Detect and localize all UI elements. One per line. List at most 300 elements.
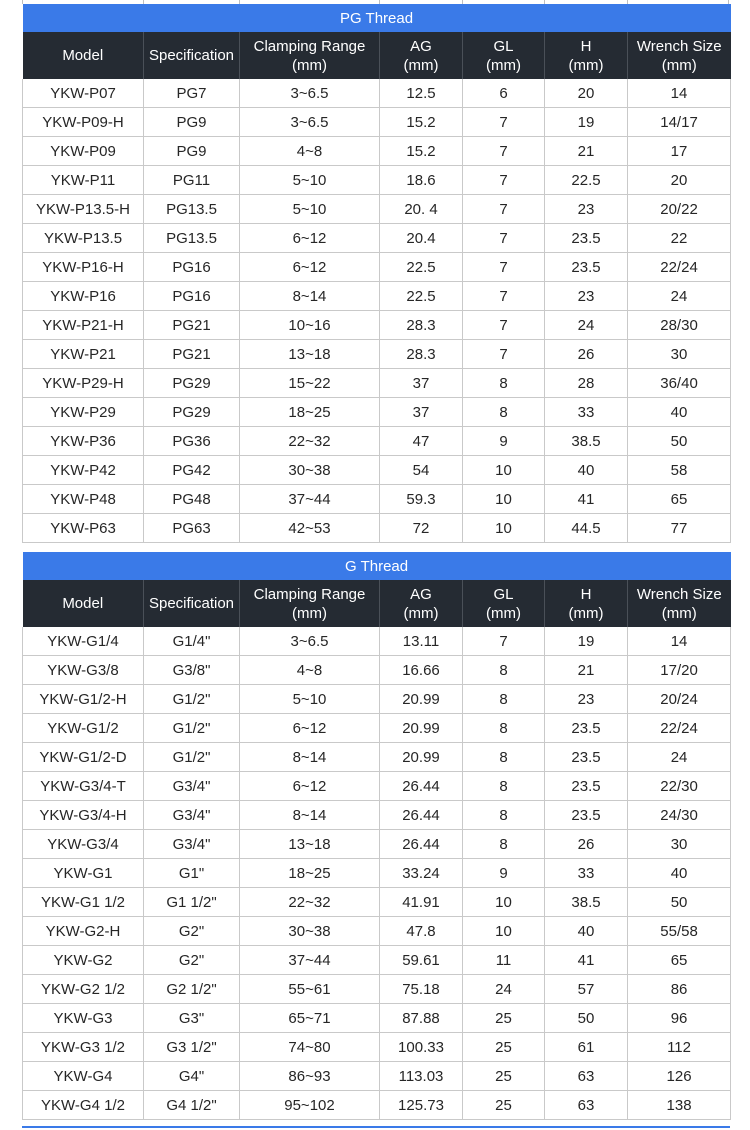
cell-h: 63 (545, 1062, 628, 1091)
cell-gl: 8 (463, 398, 545, 427)
cell-clamping-range: 3~6.5 (240, 108, 380, 137)
cell-wrench-size: 30 (628, 340, 731, 369)
column-header-line: GL (493, 585, 514, 603)
cell-gl: 8 (463, 685, 545, 714)
cell-ag: 54 (380, 456, 463, 485)
cell-specification: PG13.5 (144, 195, 240, 224)
cell-clamping-range: 15~22 (240, 369, 380, 398)
cell-ag: 18.6 (380, 166, 463, 195)
cell-clamping-range: 37~44 (240, 485, 380, 514)
column-header-line: (mm) (661, 56, 697, 74)
table-row (23, 398, 731, 427)
cell-clamping-range: 8~14 (240, 282, 380, 311)
table-row (23, 311, 731, 340)
table-row (23, 685, 731, 714)
cell-ag: 12.5 (380, 79, 463, 108)
cell-clamping-range: 55~61 (240, 975, 380, 1004)
cell-specification: PG29 (144, 369, 240, 398)
table-row (23, 166, 731, 195)
cell-ag: 37 (380, 369, 463, 398)
section-title: G Thread (23, 552, 731, 580)
cell-wrench-size: 77 (628, 514, 731, 543)
cell-model: YKW-P13.5 (23, 224, 144, 253)
cell-specification: G1/2" (144, 714, 240, 743)
column-header-line: GL (493, 37, 514, 55)
cell-gl: 7 (463, 195, 545, 224)
cell-specification: G3/4" (144, 830, 240, 859)
cell-ag: 75.18 (380, 975, 463, 1004)
cell-ag: 22.5 (380, 253, 463, 282)
cell-clamping-range: 5~10 (240, 685, 380, 714)
cell-clamping-range: 4~8 (240, 137, 380, 166)
cell-ag: 26.44 (380, 801, 463, 830)
cell-model: YKW-G3/8 (23, 656, 144, 685)
cell-clamping-range: 6~12 (240, 253, 380, 282)
cell-wrench-size: 14 (628, 79, 731, 108)
cell-model: YKW-G4 1/2 (23, 1091, 144, 1120)
cell-h: 44.5 (545, 514, 628, 543)
cell-clamping-range: 5~10 (240, 166, 380, 195)
column-header-line: (mm) (486, 604, 521, 622)
table-row (23, 253, 731, 282)
cell-gl: 7 (463, 311, 545, 340)
cell-model: YKW-G3 (23, 1004, 144, 1033)
cell-clamping-range: 13~18 (240, 830, 380, 859)
cell-clamping-range: 4~8 (240, 656, 380, 685)
cell-clamping-range: 18~25 (240, 398, 380, 427)
cell-model: YKW-P21 (23, 340, 144, 369)
column-header-model (23, 580, 144, 627)
cell-h: 23 (545, 195, 628, 224)
cell-wrench-size: 17 (628, 137, 731, 166)
cell-gl: 25 (463, 1091, 545, 1120)
cell-clamping-range: 13~18 (240, 340, 380, 369)
column-header-line: AG (410, 37, 432, 55)
column-header-line: (mm) (568, 56, 604, 74)
table-row (23, 427, 731, 456)
section-title-bar (23, 4, 731, 32)
column-header-row (23, 32, 731, 79)
table-row (23, 485, 731, 514)
cell-ag: 47.8 (380, 917, 463, 946)
cell-wrench-size: 40 (628, 398, 731, 427)
table-row (23, 340, 731, 369)
cell-wrench-size: 24 (628, 743, 731, 772)
cell-model: YKW-P21-H (23, 311, 144, 340)
cell-gl: 10 (463, 485, 545, 514)
cell-specification: PG21 (144, 311, 240, 340)
cell-model: YKW-G3/4 (23, 830, 144, 859)
cell-specification: G1" (144, 859, 240, 888)
cell-model: YKW-P07 (23, 79, 144, 108)
cell-model: YKW-G3/4-H (23, 801, 144, 830)
column-header-ag (380, 32, 463, 79)
cell-h: 19 (545, 108, 628, 137)
cell-specification: PG21 (144, 340, 240, 369)
cell-ag: 59.61 (380, 946, 463, 975)
cell-h: 19 (545, 627, 628, 656)
column-header-line: (mm) (486, 56, 521, 74)
cell-specification: PG13.5 (144, 224, 240, 253)
cell-specification: PG7 (144, 79, 240, 108)
cell-clamping-range: 10~16 (240, 311, 380, 340)
table-row (23, 801, 731, 830)
cell-wrench-size: 40 (628, 859, 731, 888)
cell-ag: 20.99 (380, 714, 463, 743)
table-row (23, 859, 731, 888)
cell-model: YKW-P42 (23, 456, 144, 485)
cell-model: YKW-G3/4-T (23, 772, 144, 801)
cell-ag: 100.33 (380, 1033, 463, 1062)
cell-clamping-range: 86~93 (240, 1062, 380, 1091)
cell-specification: G3/4" (144, 801, 240, 830)
cell-gl: 7 (463, 282, 545, 311)
cell-ag: 26.44 (380, 772, 463, 801)
cell-model: YKW-G1/2 (23, 714, 144, 743)
table-row (23, 1004, 731, 1033)
column-header-line: (mm) (403, 604, 439, 622)
cell-h: 33 (545, 398, 628, 427)
table-row (23, 224, 731, 253)
cell-model: YKW-G4 (23, 1062, 144, 1091)
cell-model: YKW-G1 (23, 859, 144, 888)
table-row (23, 917, 731, 946)
table-row (23, 743, 731, 772)
table-row (23, 627, 731, 656)
cell-specification: PG48 (144, 485, 240, 514)
cell-specification: PG9 (144, 137, 240, 166)
table-row (23, 946, 731, 975)
cell-ag: 113.03 (380, 1062, 463, 1091)
cell-model: YKW-P63 (23, 514, 144, 543)
column-header-ag (380, 580, 463, 627)
table-row (23, 1062, 731, 1091)
cell-specification: G1/4" (144, 627, 240, 656)
cell-clamping-range: 8~14 (240, 743, 380, 772)
cell-wrench-size: 28/30 (628, 311, 731, 340)
cell-clamping-range: 65~71 (240, 1004, 380, 1033)
cell-wrench-size: 50 (628, 888, 731, 917)
cell-h: 23.5 (545, 743, 628, 772)
cell-h: 61 (545, 1033, 628, 1062)
cell-h: 28 (545, 369, 628, 398)
cell-clamping-range: 6~12 (240, 224, 380, 253)
table-row (23, 888, 731, 917)
table-row (23, 282, 731, 311)
section-title: PG Thread (23, 4, 731, 32)
cell-clamping-range: 37~44 (240, 946, 380, 975)
cell-h: 41 (545, 946, 628, 975)
cell-h: 23.5 (545, 801, 628, 830)
cell-model: YKW-G2-H (23, 917, 144, 946)
column-header-gl (463, 32, 545, 79)
cell-specification: G2 1/2" (144, 975, 240, 1004)
column-header-model (23, 32, 144, 79)
cell-ag: 47 (380, 427, 463, 456)
cell-h: 21 (545, 137, 628, 166)
table-row (23, 79, 731, 108)
cell-wrench-size: 14/17 (628, 108, 731, 137)
cell-h: 23 (545, 282, 628, 311)
cell-gl: 7 (463, 166, 545, 195)
cell-gl: 7 (463, 224, 545, 253)
column-header-clamping-range (240, 32, 380, 79)
column-header-line: (mm) (292, 56, 327, 74)
cell-gl: 11 (463, 946, 545, 975)
column-header-row (23, 580, 731, 627)
cell-specification: G3" (144, 1004, 240, 1033)
table-row (23, 456, 731, 485)
table-row (23, 514, 731, 543)
cell-h: 40 (545, 456, 628, 485)
cell-h: 57 (545, 975, 628, 1004)
cell-h: 20 (545, 79, 628, 108)
cell-h: 63 (545, 1091, 628, 1120)
cell-specification: G4" (144, 1062, 240, 1091)
cell-model: YKW-P48 (23, 485, 144, 514)
cell-ag: 37 (380, 398, 463, 427)
cell-ag: 15.2 (380, 108, 463, 137)
cell-specification: G2" (144, 946, 240, 975)
cell-wrench-size: 65 (628, 946, 731, 975)
column-header-line: H (580, 585, 592, 603)
cell-h: 41 (545, 485, 628, 514)
cell-clamping-range: 3~6.5 (240, 627, 380, 656)
column-header-wrench-size (628, 580, 731, 627)
cell-model: YKW-G3 1/2 (23, 1033, 144, 1062)
cell-gl: 9 (463, 427, 545, 456)
cell-model: YKW-P16-H (23, 253, 144, 282)
column-header-specification (144, 580, 240, 627)
cell-gl: 8 (463, 656, 545, 685)
cell-wrench-size: 17/20 (628, 656, 731, 685)
cell-gl: 25 (463, 1033, 545, 1062)
cell-ag: 20.99 (380, 685, 463, 714)
cell-model: YKW-G2 (23, 946, 144, 975)
column-header-line: AG (410, 585, 432, 603)
cell-model: YKW-P29 (23, 398, 144, 427)
cell-h: 23.5 (545, 772, 628, 801)
cell-model: YKW-G1/2-H (23, 685, 144, 714)
cell-h: 21 (545, 656, 628, 685)
cell-gl: 7 (463, 253, 545, 282)
cell-gl: 7 (463, 627, 545, 656)
cell-wrench-size: 112 (628, 1033, 731, 1062)
section-title-bar (23, 552, 731, 580)
column-header-line: Wrench Size (636, 37, 722, 55)
cell-gl: 10 (463, 917, 545, 946)
table-row (23, 975, 731, 1004)
cell-specification: G3/4" (144, 772, 240, 801)
table-row (23, 137, 731, 166)
cell-gl: 10 (463, 888, 545, 917)
cell-clamping-range: 6~12 (240, 772, 380, 801)
cell-clamping-range: 18~25 (240, 859, 380, 888)
cell-ag: 33.24 (380, 859, 463, 888)
cell-ag: 20.4 (380, 224, 463, 253)
cell-h: 26 (545, 340, 628, 369)
table-row (23, 772, 731, 801)
column-header-h (545, 32, 628, 79)
cell-gl: 8 (463, 772, 545, 801)
cell-ag: 59.3 (380, 485, 463, 514)
cell-model: YKW-P09 (23, 137, 144, 166)
cell-model: YKW-P13.5-H (23, 195, 144, 224)
g-thread-table (22, 552, 731, 1120)
cell-model: YKW-P09-H (23, 108, 144, 137)
cell-ag: 125.73 (380, 1091, 463, 1120)
cell-clamping-range: 22~32 (240, 888, 380, 917)
cell-h: 23.5 (545, 253, 628, 282)
cell-specification: G1/2" (144, 743, 240, 772)
cell-ag: 28.3 (380, 340, 463, 369)
cell-wrench-size: 86 (628, 975, 731, 1004)
cell-gl: 8 (463, 801, 545, 830)
cell-specification: G3/8" (144, 656, 240, 685)
cell-wrench-size: 20/24 (628, 685, 731, 714)
cell-h: 38.5 (545, 888, 628, 917)
cell-ag: 41.91 (380, 888, 463, 917)
table-row (23, 108, 731, 137)
cell-specification: G3 1/2" (144, 1033, 240, 1062)
cell-ag: 28.3 (380, 311, 463, 340)
cell-ag: 16.66 (380, 656, 463, 685)
cell-specification: PG9 (144, 108, 240, 137)
column-header-line: (mm) (403, 56, 439, 74)
column-header-line: Specification (148, 47, 235, 64)
cell-h: 26 (545, 830, 628, 859)
cell-gl: 8 (463, 743, 545, 772)
cell-specification: PG63 (144, 514, 240, 543)
table-row (23, 830, 731, 859)
cell-h: 50 (545, 1004, 628, 1033)
column-header-line: Specification (148, 595, 235, 612)
column-header-line: (mm) (292, 604, 327, 622)
table-row (23, 1091, 731, 1120)
cell-clamping-range: 30~38 (240, 456, 380, 485)
cell-gl: 7 (463, 108, 545, 137)
column-header-line: Clamping Range (253, 37, 366, 55)
cell-wrench-size: 20 (628, 166, 731, 195)
cell-gl: 6 (463, 79, 545, 108)
column-header-h (545, 580, 628, 627)
cell-gl: 7 (463, 137, 545, 166)
cell-specification: PG42 (144, 456, 240, 485)
cell-gl: 8 (463, 830, 545, 859)
cell-clamping-range: 6~12 (240, 714, 380, 743)
column-header-line: (mm) (661, 604, 697, 622)
cell-gl: 24 (463, 975, 545, 1004)
column-header-gl (463, 580, 545, 627)
column-header-line: Model (62, 47, 104, 64)
cell-specification: PG11 (144, 166, 240, 195)
cell-gl: 7 (463, 340, 545, 369)
cell-clamping-range: 22~32 (240, 427, 380, 456)
cell-specification: PG29 (144, 398, 240, 427)
cell-wrench-size: 14 (628, 627, 731, 656)
cell-specification: G2" (144, 917, 240, 946)
cell-wrench-size: 22/30 (628, 772, 731, 801)
cell-model: YKW-G1/4 (23, 627, 144, 656)
cell-specification: G1 1/2" (144, 888, 240, 917)
column-header-clamping-range (240, 580, 380, 627)
cell-gl: 8 (463, 369, 545, 398)
cell-ag: 15.2 (380, 137, 463, 166)
cell-h: 22.5 (545, 166, 628, 195)
cell-gl: 10 (463, 514, 545, 543)
cell-wrench-size: 58 (628, 456, 731, 485)
cell-ag: 20. 4 (380, 195, 463, 224)
cell-clamping-range: 42~53 (240, 514, 380, 543)
cell-clamping-range: 3~6.5 (240, 79, 380, 108)
cell-wrench-size: 96 (628, 1004, 731, 1033)
cell-model: YKW-P11 (23, 166, 144, 195)
table-row (23, 369, 731, 398)
cell-h: 23.5 (545, 224, 628, 253)
cell-wrench-size: 55/58 (628, 917, 731, 946)
cell-h: 23 (545, 685, 628, 714)
table-row (23, 656, 731, 685)
column-header-line: (mm) (568, 604, 604, 622)
cell-ag: 26.44 (380, 830, 463, 859)
table-row (23, 1033, 731, 1062)
cell-wrench-size: 22/24 (628, 714, 731, 743)
cell-model: YKW-P36 (23, 427, 144, 456)
cell-ag: 72 (380, 514, 463, 543)
cell-model: YKW-P29-H (23, 369, 144, 398)
cell-gl: 9 (463, 859, 545, 888)
cell-specification: PG16 (144, 282, 240, 311)
cell-wrench-size: 22/24 (628, 253, 731, 282)
cell-wrench-size: 65 (628, 485, 731, 514)
column-header-line: Clamping Range (253, 585, 366, 603)
cell-model: YKW-G1 1/2 (23, 888, 144, 917)
cell-model: YKW-G2 1/2 (23, 975, 144, 1004)
pg-thread-table (22, 4, 731, 543)
cell-wrench-size: 126 (628, 1062, 731, 1091)
cell-ag: 22.5 (380, 282, 463, 311)
cell-model: YKW-G1/2-D (23, 743, 144, 772)
cell-gl: 25 (463, 1062, 545, 1091)
cell-wrench-size: 50 (628, 427, 731, 456)
cell-clamping-range: 74~80 (240, 1033, 380, 1062)
cell-wrench-size: 20/22 (628, 195, 731, 224)
cell-h: 24 (545, 311, 628, 340)
column-header-specification (144, 32, 240, 79)
table-bottom-border (22, 1126, 730, 1128)
column-header-line: Model (62, 595, 104, 612)
cell-wrench-size: 36/40 (628, 369, 731, 398)
cell-specification: G4 1/2" (144, 1091, 240, 1120)
cell-gl: 25 (463, 1004, 545, 1033)
cell-wrench-size: 22 (628, 224, 731, 253)
cell-wrench-size: 30 (628, 830, 731, 859)
cell-specification: G1/2" (144, 685, 240, 714)
cell-wrench-size: 24/30 (628, 801, 731, 830)
table-row (23, 195, 731, 224)
column-header-line: H (580, 37, 592, 55)
cell-wrench-size: 138 (628, 1091, 731, 1120)
cell-h: 40 (545, 917, 628, 946)
cell-gl: 8 (463, 714, 545, 743)
cell-h: 38.5 (545, 427, 628, 456)
column-header-line: Wrench Size (636, 585, 722, 603)
cell-ag: 20.99 (380, 743, 463, 772)
cell-h: 23.5 (545, 714, 628, 743)
cell-specification: PG36 (144, 427, 240, 456)
cell-ag: 87.88 (380, 1004, 463, 1033)
cell-clamping-range: 5~10 (240, 195, 380, 224)
